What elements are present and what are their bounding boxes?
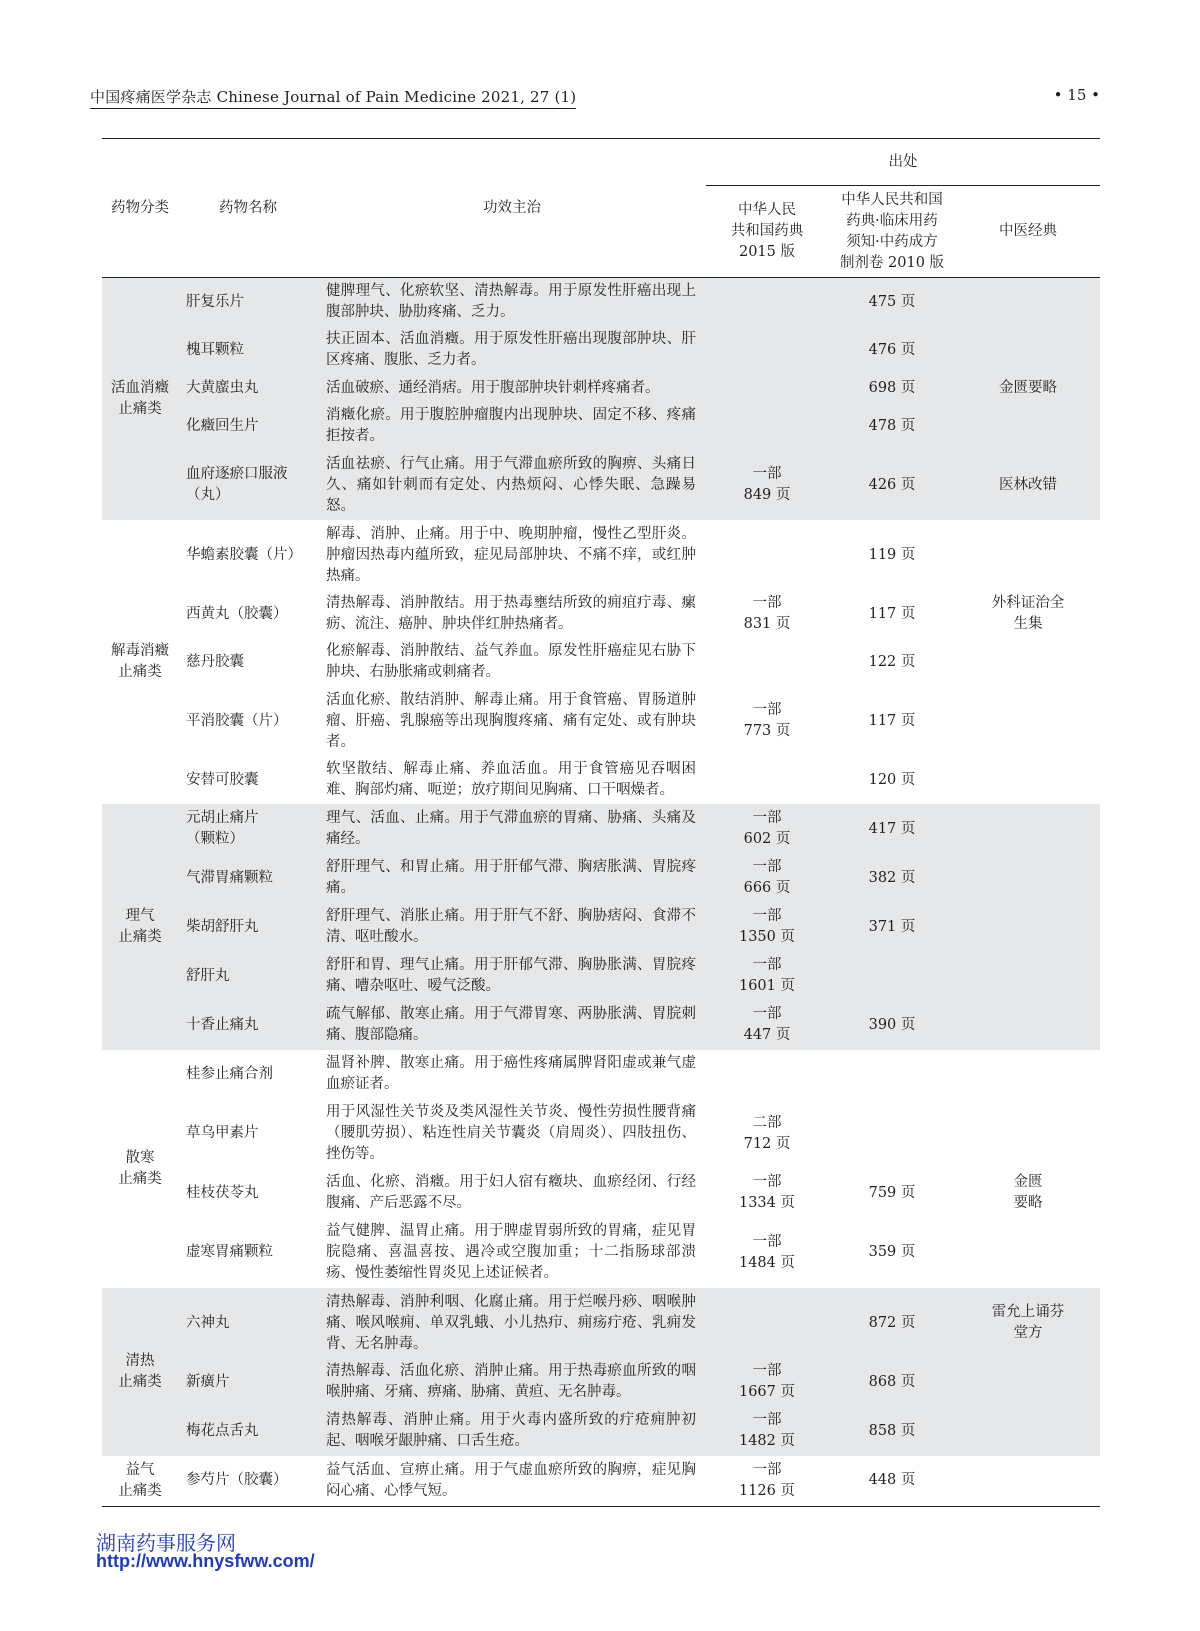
text-line: 清热 [125,1353,155,1369]
source-classic-cell [956,590,1100,638]
source-clinical-guide-cell: 872 页 [828,1288,956,1358]
text-line: 1484 页 [738,1254,795,1271]
table-row [102,520,1100,590]
source-classic-cell [956,520,1100,590]
source-pharmacopoeia-cell [706,1217,828,1288]
drug-name-cell [178,520,318,590]
source-pharmacopoeia-cell [706,1288,828,1358]
source-pharmacopoeia-cell [706,278,828,327]
header-row-1 [102,139,1100,186]
text-line: 解毒消癥 [111,643,169,659]
text-line: 1482 页 [738,1433,795,1449]
text-line: 安替可胶囊 [186,771,259,788]
text-line: 849 页 [743,487,791,503]
text-line: 中华人民共和国 [841,191,943,208]
text-line: 制剂卷 2010 版 [839,254,945,271]
text-line: 中华人民 [738,202,796,218]
source-clinical-guide-cell [828,952,956,1000]
drug-name-cell [178,1406,318,1456]
text-line: 益气 [125,1461,155,1478]
text-line: 1667 页 [738,1384,795,1400]
source-pharmacopoeia-cell [706,952,828,1000]
table-row [102,326,1100,374]
source-classic-cell [956,638,1100,686]
efficacy-cell: 扶正固本、活血消癥。用于原发性肝癌出现腹部肿块、肝区疼痛、腹胀、乏力者。 [318,326,706,374]
efficacy-cell: 用于风湿性关节炎及类风湿性关节炎、慢性劳损性腰背痛（腰肌劳损）、粘连性肩关节囊炎（肩周炎）、四肢扭伤、挫伤等。 [326,1104,696,1162]
source-clinical-guide-cell: 698 页 [828,374,956,402]
text-line: 华蟾素胶囊（片） [186,546,302,563]
source-classic-cell [956,804,1100,854]
efficacy-cell: 化瘀解毒、消肿散结、益气养血。原发性肝癌症见右胁下肿块、右胁胀痛或刺痛者。 [326,643,696,680]
category-cell [102,1288,178,1456]
page-number: • 15 • [1053,86,1100,104]
journal-title: 中国疼痛医学杂志 Chinese Journal of Pain Medicine 2021, 27 (1) [90,86,576,109]
source-clinical-guide-cell: 426 页 [828,450,956,520]
source-pharmacopoeia-cell [706,326,828,374]
source-pharmacopoeia-cell [706,1000,828,1050]
text-line: 雷允上诵芬 [991,1304,1065,1320]
text-line: （丸） [186,487,230,503]
text-line: 712 页 [743,1135,791,1152]
source-pharmacopoeia-cell [706,1050,828,1098]
source-pharmacopoeia-cell [706,756,828,804]
text-line: 肝复乐片 [186,293,244,310]
source-pharmacopoeia-cell [706,1169,828,1217]
text-line: 草乌甲素片 [186,1125,259,1141]
source-clinical-guide-cell: 359 页 [868,1244,916,1260]
source-pharmacopoeia-cell [706,1406,828,1456]
source-clinical-guide-cell [828,1098,956,1169]
category-cell [102,804,178,1050]
text-line: 共和国药典 [730,223,804,239]
table-row [102,1098,1100,1169]
table-row [102,402,1100,450]
drug-name-cell [178,278,318,327]
source-clinical-guide-cell: 858 页 [828,1406,956,1456]
text-line: 止痛类 [118,664,162,680]
source-classic-cell [956,1098,1100,1169]
text-line: 槐耳颗粒 [186,341,244,358]
text-line: 止痛类 [118,1482,162,1499]
source-pharmacopoeia-cell [706,590,828,638]
efficacy-cell: 消癥化瘀。用于腹腔肿瘤腹内出现肿块、固定不移、疼痛拒按者。 [318,402,706,450]
text-line: 602 页 [743,831,791,847]
col-header-source-group: 出处 [706,139,1100,186]
drug-name-cell [178,804,318,854]
drug-name-cell [178,902,318,952]
text-line: 一部 [752,1412,782,1428]
text-line: 桂枝茯苓丸 [186,1184,259,1201]
source-classic-cell [956,1456,1100,1506]
table-row [102,1169,1100,1217]
source-clinical-guide-cell: 117 页 [868,712,916,729]
source-clinical-guide-cell: 371 页 [828,902,956,952]
source-classic-cell [956,1288,1100,1358]
source-pharmacopoeia-cell [706,1098,828,1169]
text-line: 要略 [1013,1195,1043,1211]
text-line: 大黄䗪虫丸 [186,379,259,396]
text-line: 元胡止痛片 [186,810,259,826]
efficacy-cell: 舒肝理气、消胀止痛。用于肝气不舒、胸胁痞闷、食滞不清、呕吐酸水。 [318,902,706,952]
source-classic-cell [956,686,1100,756]
efficacy-cell: 理气、活血、止痛。用于气滞血瘀的胃痛、胁痛、头痛及痛经。 [318,804,706,854]
drug-name-cell [178,1288,318,1358]
text-line: 止痛类 [118,401,162,417]
text-line: 一部 [752,1174,782,1190]
source-pharmacopoeia-cell [706,1456,828,1506]
efficacy-cell: 活血化瘀、散结消肿、解毒止痛。用于食管癌、胃肠道肿瘤、肝癌、乳腺癌等出现胸腹疼痛、痛有定处、或有肿块者。 [326,691,696,750]
footer-url-link[interactable]: http://www.hnysfww.com/ [96,1551,315,1571]
text-line: 梅花点舌丸 [186,1422,259,1439]
table-row [102,952,1100,1000]
text-line: 须知·中药成方 [846,233,938,250]
text-line: 止痛类 [118,1171,162,1187]
text-line: 773 页 [743,723,791,739]
drug-name-cell [178,1456,318,1506]
table-row [102,756,1100,804]
drug-name-cell [178,590,318,638]
source-clinical-guide-cell: 476 页 [828,326,956,374]
text-line: 慈丹胶囊 [186,653,244,670]
text-line: 柴胡舒肝丸 [186,918,259,935]
text-line: 外科证治全 [991,595,1065,611]
text-line: 831 页 [743,616,791,632]
source-classic-cell [956,756,1100,804]
source-pharmacopoeia-cell [706,402,828,450]
text-line: 平消胶囊（片） [186,712,288,729]
text-line: 止痛类 [118,1374,162,1390]
text-line: 一部 [752,859,782,875]
table-row [102,450,1100,520]
table-row [102,638,1100,686]
table-row [102,374,1100,402]
table-row [102,854,1100,902]
category-cell [102,1050,178,1288]
text-line: 666 页 [743,880,791,896]
source-pharmacopoeia-cell [706,854,828,902]
efficacy-cell: 清热解毒、消肿止痛。用于火毒内盛所致的疔疮痈肿初起、咽喉牙龈肿痛、口舌生疮。 [318,1406,706,1456]
source-pharmacopoeia-cell [706,520,828,590]
source-clinical-guide-cell: 478 页 [828,402,956,450]
drug-name-cell [178,638,318,686]
efficacy-cell: 舒肝理气、和胃止痛。用于肝郁气滞、胸痞胀满、胃脘疼痛。 [318,854,706,902]
text-line: 一部 [752,1363,782,1379]
drug-name-cell [178,854,318,902]
drug-name-cell [178,1169,318,1217]
source-classic-cell [956,278,1100,327]
drug-name-cell [178,1050,318,1098]
source-classic-cell [956,1000,1100,1050]
table-row [102,278,1100,327]
table-row [102,1217,1100,1288]
drug-name-cell [178,326,318,374]
source-classic-cell [956,326,1100,374]
text-line: 1126 页 [738,1482,795,1499]
efficacy-cell: 软坚散结、解毒止痛、养血活血。用于食管癌见吞咽困难、胸部灼痛、呃逆；放疗期间见胸痛、口干咽燥者。 [326,761,696,798]
source-clinical-guide-cell: 759 页 [868,1184,916,1201]
text-line: 一部 [752,957,782,973]
text-line: 药典·临床用药 [846,212,938,229]
text-line: 一部 [752,810,782,826]
efficacy-cell: 活血祛瘀、行气止痛。用于气滞血瘀所致的胸痹、头痛日久、痛如针刺而有定处、内热烦闷、心悸失眠、急躁易怒。 [318,450,706,520]
drug-name-cell [178,756,318,804]
text-line: 理气 [125,908,155,924]
source-pharmacopoeia-cell [706,902,828,952]
table-body [102,278,1100,1507]
efficacy-cell: 清热解毒、消肿散结。用于热毒壅结所致的痈疽疔毒、瘰疬、流注、癌肿、肿块伴红肿热痛者。 [326,595,696,632]
drug-name-cell [178,1000,318,1050]
efficacy-cell: 清热解毒、活血化瘀、消肿止痛。用于热毒瘀血所致的咽喉肿痛、牙痛、痹痛、胁痛、黄疸、无名肿毒。 [318,1358,706,1406]
efficacy-cell: 健脾理气、化瘀软坚、清热解毒。用于原发性肝癌出现上腹部肿块、胁肋疼痛、乏力。 [318,278,706,327]
col-header-efficacy: 功效主治 [318,139,706,278]
text-line: 西黄丸（胶囊） [186,605,288,622]
drug-name-cell [178,374,318,402]
text-line: 一部 [752,1461,782,1478]
text-line: 气滞胃痛颗粒 [186,869,273,886]
text-line: 一部 [752,702,782,718]
source-classic-cell [956,902,1100,952]
source-classic-cell [956,450,1100,520]
text-line: 一部 [752,1006,782,1022]
table-row [102,902,1100,952]
source-classic-cell [956,1169,1100,1217]
table-row [102,1358,1100,1406]
table-row [102,804,1100,854]
table-row [102,590,1100,638]
text-line: 活血消癥 [111,380,169,396]
col-header-category: 药物分类 [102,139,178,278]
source-classic-cell [956,1406,1100,1456]
footer-site-name: 湖南药事服务网 [96,1531,236,1555]
text-line: 十香止痛丸 [186,1016,259,1033]
page-header [90,84,1100,110]
source-classic-cell [956,1217,1100,1288]
source-classic-cell [956,854,1100,902]
col-header-src1 [706,186,828,278]
category-cell [102,520,178,804]
text-line: 堂方 [1013,1325,1043,1341]
col-header-src2 [828,186,956,278]
text-line: 金匮要略 [999,379,1058,396]
efficacy-cell: 解毒、消肿、止痛。用于中、晚期肿瘤，慢性乙型肝炎。肿瘤因热毒内蕴所致，症见局部肿块、不痛不痒，或红肿热痛。 [326,525,696,584]
text-line: 一部 [752,1233,782,1250]
drug-name-cell [178,450,318,520]
text-line: 六神丸 [186,1314,230,1331]
table-row [102,686,1100,756]
text-line: 金匮 [1013,1174,1043,1190]
table-row [102,1288,1100,1358]
source-classic-cell [956,1358,1100,1406]
text-line: 参芍片（胶囊） [186,1472,288,1489]
source-clinical-guide-cell: 390 页 [828,1000,956,1050]
drug-name-cell [178,952,318,1000]
source-classic-cell [956,374,1100,402]
drug-name-cell [178,686,318,756]
efficacy-cell: 清热解毒、消肿利咽、化腐止痛。用于烂喉丹痧、咽喉肿痛、喉风喉痈、单双乳蛾、小儿热疖、痈疡疔疮、乳痈发背、无名肿毒。 [318,1288,706,1358]
text-line: 生集 [1013,616,1043,632]
source-clinical-guide-cell [828,1050,956,1098]
table-row [102,1050,1100,1098]
category-cell [102,278,178,521]
efficacy-cell: 温肾补脾、散寒止痛。用于癌性疼痛属脾肾阳虚或兼气虚血瘀证者。 [326,1055,696,1092]
source-clinical-guide-cell: 122 页 [868,653,916,670]
efficacy-cell: 疏气解郁、散寒止痛。用于气滞胃寒、两胁胀满、胃脘刺痛、腹部隐痛。 [318,1000,706,1050]
text-line: 血府逐瘀口服液 [186,466,288,482]
table-row [102,1456,1100,1506]
text-line: 散寒 [125,1150,155,1166]
text-line: 舒肝丸 [186,967,230,984]
text-line: 一部 [752,908,782,924]
text-line: 一部 [752,466,782,482]
source-clinical-guide-cell: 120 页 [868,771,916,788]
drug-name-cell [178,1358,318,1406]
text-line: 2015 版 [738,244,795,260]
text-line: 虚寒胃痛颗粒 [186,1244,273,1260]
text-line: 新癀片 [186,1373,230,1390]
text-line: 1334 页 [738,1195,795,1211]
table-row [102,1000,1100,1050]
text-line: 桂参止痛合剂 [186,1065,273,1082]
source-classic-cell [956,402,1100,450]
source-clinical-guide-cell: 119 页 [868,546,916,563]
source-clinical-guide-cell: 475 页 [828,278,956,327]
text-line: 447 页 [743,1027,791,1043]
source-classic-cell [956,1050,1100,1098]
category-cell [102,1456,178,1506]
drug-name-cell [178,1098,318,1169]
source-pharmacopoeia-cell [706,374,828,402]
source-pharmacopoeia-cell [706,686,828,756]
text-line: 1350 页 [738,929,795,945]
col-header-name: 药物名称 [178,139,318,278]
source-clinical-guide-cell: 868 页 [828,1358,956,1406]
source-clinical-guide-cell: 417 页 [828,804,956,854]
drug-table [102,138,1100,1507]
text-line: 止痛类 [118,929,162,945]
source-pharmacopoeia-cell [706,1358,828,1406]
efficacy-cell: 活血破瘀、通经消痞。用于腹部肿块针刺样疼痛者。 [318,374,706,402]
efficacy-cell: 活血、化瘀、消癥。用于妇人宿有癥块、血瘀经闭、行经腹痛、产后恶露不尽。 [326,1174,696,1211]
source-pharmacopoeia-cell [706,450,828,520]
text-line: 化癥回生片 [186,417,259,434]
source-clinical-guide-cell: 382 页 [828,854,956,902]
efficacy-cell: 益气健脾、温胃止痛。用于脾虚胃弱所致的胃痛，症见胃脘隐痛、喜温喜按、遇冷或空腹加重；十二指肠球部溃疡、慢性萎缩性胃炎见上述证候者。 [326,1223,696,1281]
drug-name-cell [178,1217,318,1288]
drug-name-cell [178,402,318,450]
col-header-src3: 中医经典 [956,186,1100,278]
table-row [102,1406,1100,1456]
text-line: 一部 [752,595,782,611]
efficacy-cell: 舒肝和胃、理气止痛。用于肝郁气滞、胸胁胀满、胃脘疼痛、嘈杂呕吐、嗳气泛酸。 [318,952,706,1000]
efficacy-cell: 益气活血、宣痹止痛。用于气虚血瘀所致的胸痹，症见胸闷心痛、心悸气短。 [326,1461,696,1499]
text-line: 医林改错 [999,476,1058,493]
source-classic-cell [956,952,1100,1000]
source-pharmacopoeia-cell [706,638,828,686]
text-line: 1601 页 [738,978,795,994]
source-clinical-guide-cell: 448 页 [868,1472,916,1489]
text-line: （颗粒） [186,831,244,847]
drug-table-container [102,138,1100,1507]
text-line: 二部 [752,1114,782,1131]
source-clinical-guide-cell: 117 页 [868,605,916,622]
source-pharmacopoeia-cell [706,804,828,854]
